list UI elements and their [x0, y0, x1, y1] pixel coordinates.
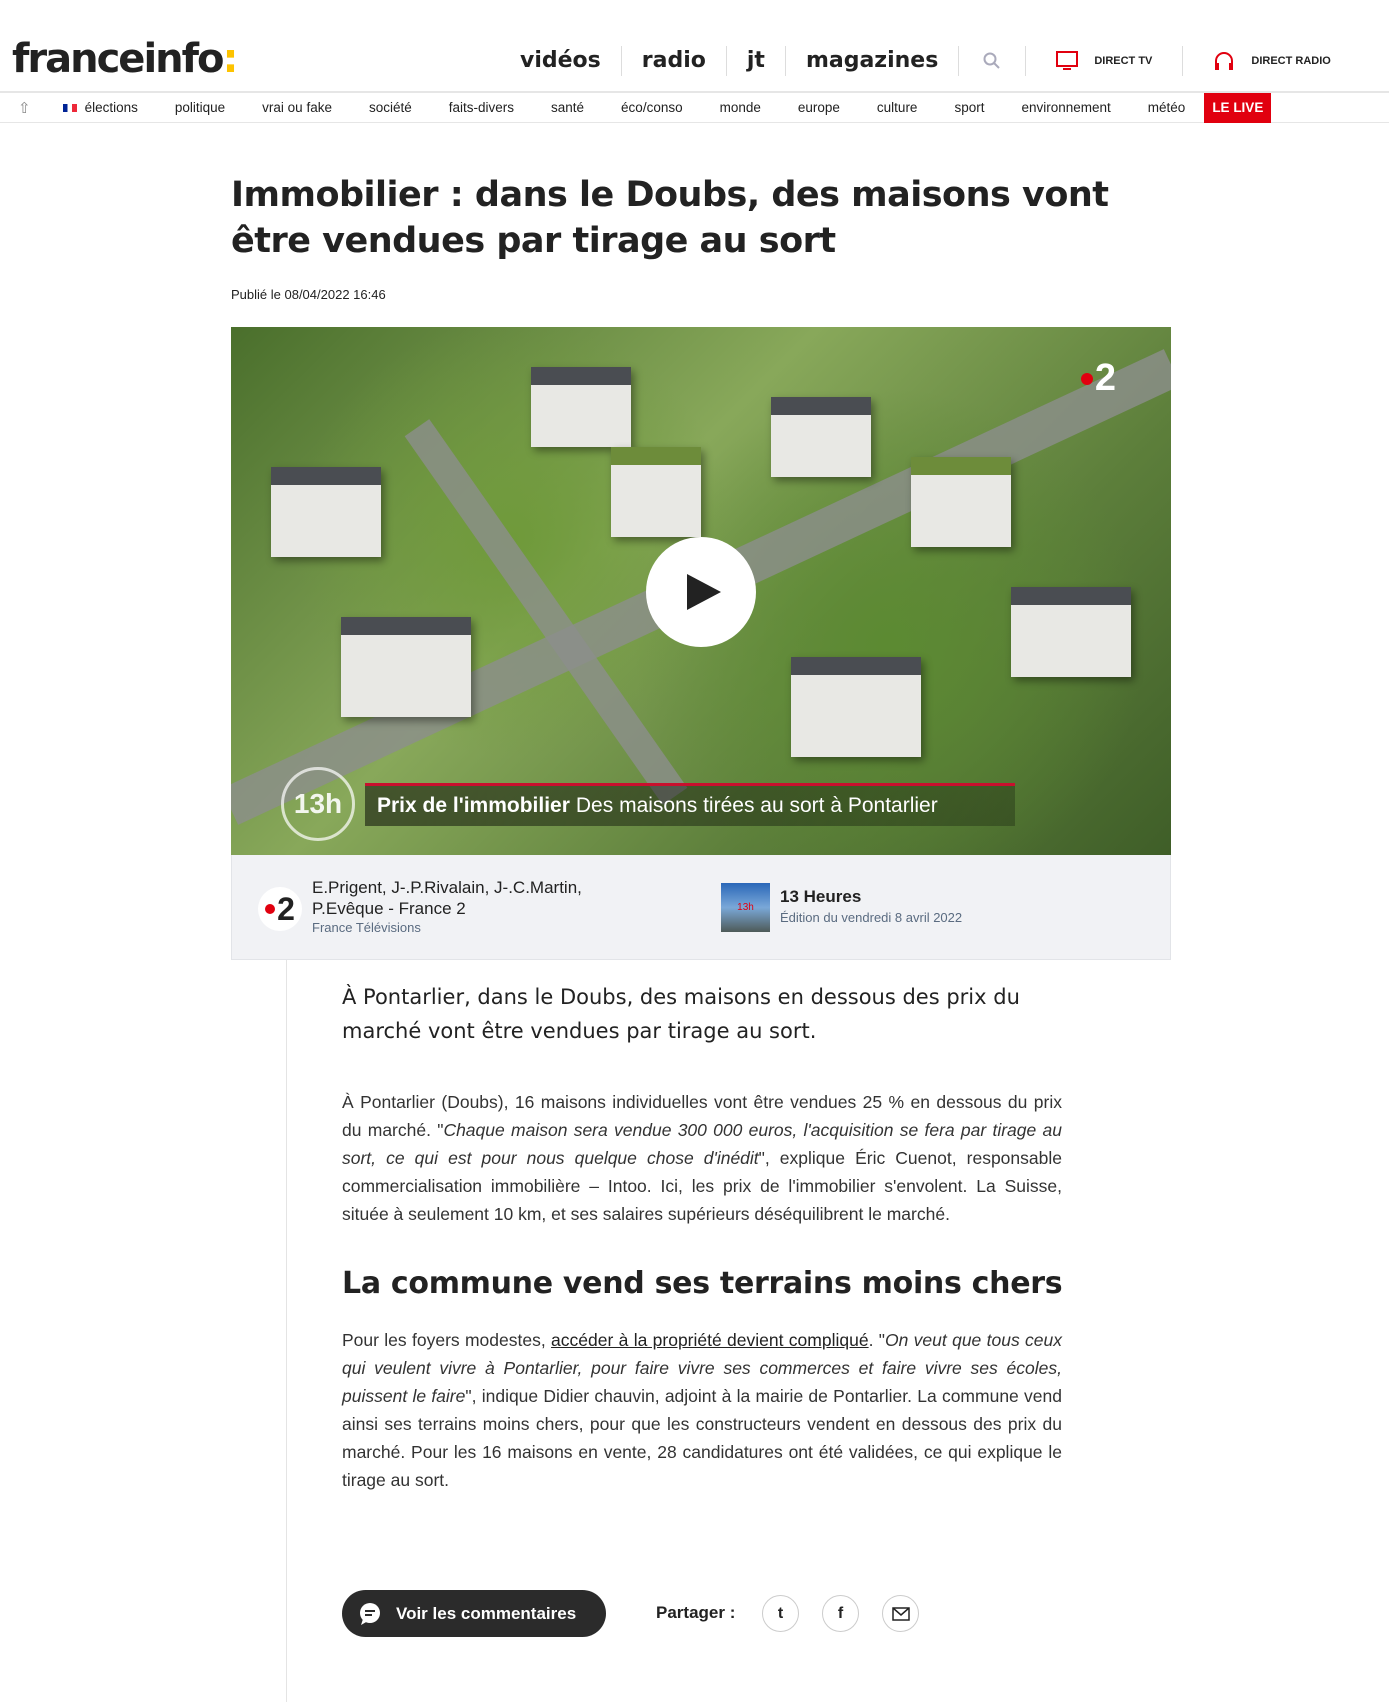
- email-share-button[interactable]: [882, 1595, 919, 1632]
- nav-radio[interactable]: radio: [622, 46, 727, 76]
- article-link[interactable]: accéder à la propriété devient compliqué: [551, 1330, 869, 1350]
- search-icon[interactable]: [959, 46, 1026, 76]
- subnav-environnement[interactable]: environnement: [1021, 100, 1111, 115]
- subnav-politique[interactable]: politique: [174, 100, 226, 115]
- video-org: France Télévisions: [312, 920, 421, 935]
- video-scene-house: [1011, 587, 1131, 677]
- subnav-elections[interactable]: élections: [84, 100, 138, 115]
- franceinfo-logo[interactable]: franceinfo:: [12, 36, 237, 82]
- 13h-badge: 13h: [281, 767, 355, 841]
- site-header: [0, 0, 1389, 93]
- facebook-share-button[interactable]: [822, 1595, 859, 1632]
- headphones-icon: [1213, 50, 1235, 72]
- subnav-eco-conso[interactable]: éco/conso: [621, 100, 683, 115]
- play-icon: [679, 570, 723, 614]
- direct-tv-label: DIRECT TV: [1094, 55, 1153, 67]
- video-caption: [231, 855, 1171, 960]
- article-subheading: La commune vend ses terrains moins chers: [342, 1266, 1063, 1301]
- subnav-meteo[interactable]: météo: [1147, 100, 1186, 115]
- facebook-icon: f: [837, 1604, 844, 1622]
- twitter-share-button[interactable]: [762, 1595, 799, 1632]
- comment-icon: [358, 1602, 382, 1626]
- subnav-sport[interactable]: sport: [954, 100, 985, 115]
- share-label: Partager :: [656, 1603, 736, 1622]
- article-lead: À Pontarlier, dans le Doubs, des maisons en dessous des prix du marché vont être vendues par tirage au sort.: [342, 985, 1020, 1043]
- subnav-monde[interactable]: monde: [719, 100, 761, 115]
- twitter-icon: t: [777, 1604, 784, 1622]
- content-divider: [286, 960, 287, 1702]
- subnav-societe[interactable]: société: [368, 100, 412, 115]
- show-edition: Édition du vendredi 8 avril 2022: [780, 910, 963, 925]
- le-live-button[interactable]: LE LIVE: [1204, 93, 1271, 123]
- play-button[interactable]: [646, 537, 756, 647]
- subnav-vrai-ou-fake[interactable]: vrai ou fake: [262, 100, 332, 115]
- video-authors: E.Prigent, J-.P.Rivalain, J-.C.Martin, P.Evêque - France 2: [312, 878, 582, 918]
- video-scene-house: [341, 617, 471, 717]
- published-date: Publié le 08/04/2022 16:46: [231, 287, 386, 302]
- subnav-sante[interactable]: santé: [551, 100, 585, 115]
- video-scene-house: [271, 467, 381, 557]
- article-paragraph-1: À Pontarlier (Doubs), 16 maisons individuelles vont être vendues 25 % en dessous du prix du marché. "Chaque maison sera vendue 300 000 euros, l'acquisition se fera par tirage au sort, ce qui est pour nous quelque chose d'inédit", explique Éric Cuenot, responsable commercialisation immobilière – Intoo. Ici, les prix de l'immobilier s'envolent. La Suisse, située à seulement 10 km, et ses salaires supérieurs déséquilibrent le marché.: [342, 1092, 1062, 1224]
- direct-tv-button[interactable]: [1026, 46, 1182, 76]
- video-scene-house: [791, 657, 921, 757]
- video-scene-house: [531, 367, 631, 447]
- subnav-europe[interactable]: europe: [797, 100, 840, 115]
- france2-logo: 2: [258, 887, 302, 931]
- video-lower-third: [281, 767, 1015, 841]
- home-icon[interactable]: ⇧: [18, 99, 31, 117]
- article-title: Immobilier : dans le Doubs, des maisons vont être vendues par tirage au sort: [231, 175, 1109, 261]
- category-nav: [0, 93, 1389, 123]
- nav-jt[interactable]: jt: [727, 46, 786, 76]
- lower-third-text: Prix de l'immobilier Des maisons tirées au sort à Pontarlier: [365, 783, 1015, 826]
- video-scene-house: [911, 457, 1011, 547]
- video-scene-house: [611, 447, 701, 537]
- email-icon: [892, 1607, 910, 1621]
- nav-videos[interactable]: vidéos: [500, 46, 622, 76]
- direct-radio-button[interactable]: [1182, 46, 1360, 76]
- show-name[interactable]: 13 Heures: [780, 887, 862, 906]
- direct-radio-label: DIRECT RADIO: [1251, 55, 1331, 67]
- video-player[interactable]: [231, 327, 1171, 855]
- subnav-faits-divers[interactable]: faits-divers: [448, 100, 515, 115]
- french-flag-icon: [63, 104, 77, 112]
- tv-icon: [1056, 51, 1078, 71]
- comments-button[interactable]: Voir les commentaires: [342, 1590, 606, 1637]
- video-scene-house: [771, 397, 871, 477]
- article-paragraph-2: Pour les foyers modestes, accéder à la propriété devient compliqué. "On veut que tous ceux qui veulent vivre à Pontarlier, pour faire vivre ses commerces et faire vivre ses écoles, puissent le faire", indique Didier chauvin, adjoint à la mairie de Pontarlier. La commune vend ainsi ses terrains moins chers, pour que les constructeurs vendent en dessous des prix du marché. Pour les 16 maisons en vente, 28 candidatures ont été validées, ce qui explique le tirage au sort.: [342, 1330, 1062, 1490]
- subnav-culture[interactable]: culture: [876, 100, 918, 115]
- france2-watermark: 2: [1081, 357, 1116, 400]
- nav-magazines[interactable]: magazines: [786, 46, 959, 76]
- main-nav: [500, 46, 1361, 76]
- show-thumbnail[interactable]: 13h: [721, 883, 770, 932]
